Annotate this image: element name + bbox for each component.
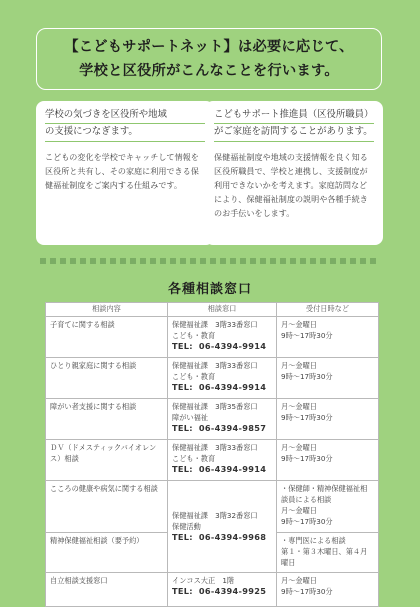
hours-time: 9時～17時30分	[281, 413, 333, 422]
row-topic: ＤＶ（ドメスティックバイオレンス）相談	[46, 440, 168, 481]
row-hours	[277, 481, 379, 533]
row-topic: こころの健康や病気に関する相談	[46, 481, 168, 533]
row-hours	[277, 533, 379, 573]
hours-days: 月～金曜日	[281, 576, 317, 585]
column-header-topic: 相談内容	[46, 303, 168, 317]
table-row	[46, 573, 379, 607]
hours-note: ・保健師・精神保健福祉相談員による相談	[281, 484, 368, 504]
office-section: こども・教育	[172, 331, 216, 340]
office-phone	[172, 423, 272, 434]
hours-days: 月～金曜日	[281, 443, 317, 452]
hours-days: 月～金曜日	[281, 361, 317, 370]
office-name: 保健福祉課 3階33番窓口	[172, 320, 258, 329]
hours-days: 月～金曜日	[281, 506, 317, 515]
table-row	[46, 440, 379, 481]
phone-number: 06-4394-9968	[198, 532, 267, 542]
card-home-visit-body: 保健福祉制度や地域の支援情報を良く知る区役所職員で、学校と連携し、支援制度が利用できないかを考えます。家庭訪問などにより、保健福祉制度の説明や各種手続きのお手伝いをします。	[214, 152, 368, 218]
row-office	[168, 317, 277, 358]
row-office	[168, 573, 277, 607]
hours-note: ・専門医による相談	[281, 536, 346, 545]
row-office	[168, 358, 277, 399]
phone-label: TEL:	[172, 423, 193, 433]
phone-label: TEL:	[172, 382, 193, 392]
office-phone	[172, 341, 272, 352]
phone-number: 06-4394-9857	[198, 423, 267, 433]
row-hours	[277, 573, 379, 607]
office-section: 障がい福祉	[172, 413, 208, 422]
column-header-hours: 受付日時など	[277, 303, 379, 317]
row-hours	[277, 440, 379, 481]
row-topic: ひとり親家庭に関する相談	[46, 358, 168, 399]
card-home-visit-heading	[214, 107, 374, 142]
hours-days: 月～金曜日	[281, 320, 317, 329]
office-phone	[172, 586, 272, 597]
office-name: 保健福祉課 3階33番窓口	[172, 443, 258, 452]
card-school-heading-line-2: の支援につなぎます。	[45, 126, 138, 137]
card-home-visit	[205, 101, 383, 245]
phone-number: 06-4394-9914	[198, 382, 267, 392]
card-school-link	[36, 101, 214, 245]
office-phone	[172, 464, 272, 475]
row-topic: 子育てに関する相談	[46, 317, 168, 358]
phone-number: 06-4394-9925	[198, 586, 267, 596]
phone-number: 06-4394-9914	[198, 341, 267, 351]
hours-days: 月～金曜日	[281, 402, 317, 411]
row-office	[168, 399, 277, 440]
hours-time: 9時～17時30分	[281, 517, 333, 526]
office-phone	[172, 532, 272, 543]
table-row	[46, 481, 379, 533]
office-name: 保健福祉課 3階32番窓口	[172, 511, 258, 520]
row-hours	[277, 358, 379, 399]
phone-label: TEL:	[172, 586, 193, 596]
banner-line-2: 学校と区役所がこんなことを行います。	[79, 63, 339, 79]
row-office	[168, 481, 277, 573]
office-name: 保健福祉課 3階33番窓口	[172, 361, 258, 370]
office-name: 保健福祉課 3階35番窓口	[172, 402, 258, 411]
office-section: こども・教育	[172, 372, 216, 381]
dotted-divider	[40, 258, 380, 264]
row-topic: 障がい者支援に関する相談	[46, 399, 168, 440]
phone-label: TEL:	[172, 532, 193, 542]
phone-number: 06-4394-9914	[198, 464, 267, 474]
row-topic: 精神保健福祉相談（要予約）	[46, 533, 168, 573]
row-hours	[277, 399, 379, 440]
column-header-office: 相談窓口	[168, 303, 277, 317]
consultation-table	[45, 302, 379, 607]
row-hours	[277, 317, 379, 358]
table-row	[46, 399, 379, 440]
card-home-visit-heading-line-2: がご家庭を訪問することがあります。	[214, 126, 373, 137]
phone-label: TEL:	[172, 341, 193, 351]
office-name: インコス大正 1階	[172, 576, 235, 585]
phone-label: TEL:	[172, 464, 193, 474]
table-row	[46, 317, 379, 358]
hours-time: 9時～17時30分	[281, 331, 333, 340]
card-school-body: こどもの変化を学校でキャッチして情報を区役所と共有し、その家庭に利用できる保健福祉制度をご案内する仕組みです。	[45, 152, 199, 190]
hours-days: 第１・第３木曜日、第４月曜日	[281, 547, 368, 567]
banner	[36, 28, 382, 90]
card-school-heading-line-1: 学校の気づきを区役所や地域	[45, 107, 205, 124]
banner-line-1: 【こどもサポートネット】は必要に応じて、	[64, 39, 354, 55]
office-section: こども・教育	[172, 454, 216, 463]
table-row	[46, 358, 379, 399]
office-phone	[172, 382, 272, 393]
hours-time: 9時～17時30分	[281, 587, 333, 596]
row-office	[168, 440, 277, 481]
section-title: 各種相談窓口	[167, 282, 252, 297]
card-school-heading	[45, 107, 205, 142]
card-home-visit-heading-line-1: こどもサポート推進員（区役所職員）	[214, 107, 374, 124]
office-section: 保健活動	[172, 522, 201, 531]
hours-time: 9時～17時30分	[281, 372, 333, 381]
hours-time: 9時～17時30分	[281, 454, 333, 463]
row-topic: 自立相談支援窓口	[46, 573, 168, 607]
